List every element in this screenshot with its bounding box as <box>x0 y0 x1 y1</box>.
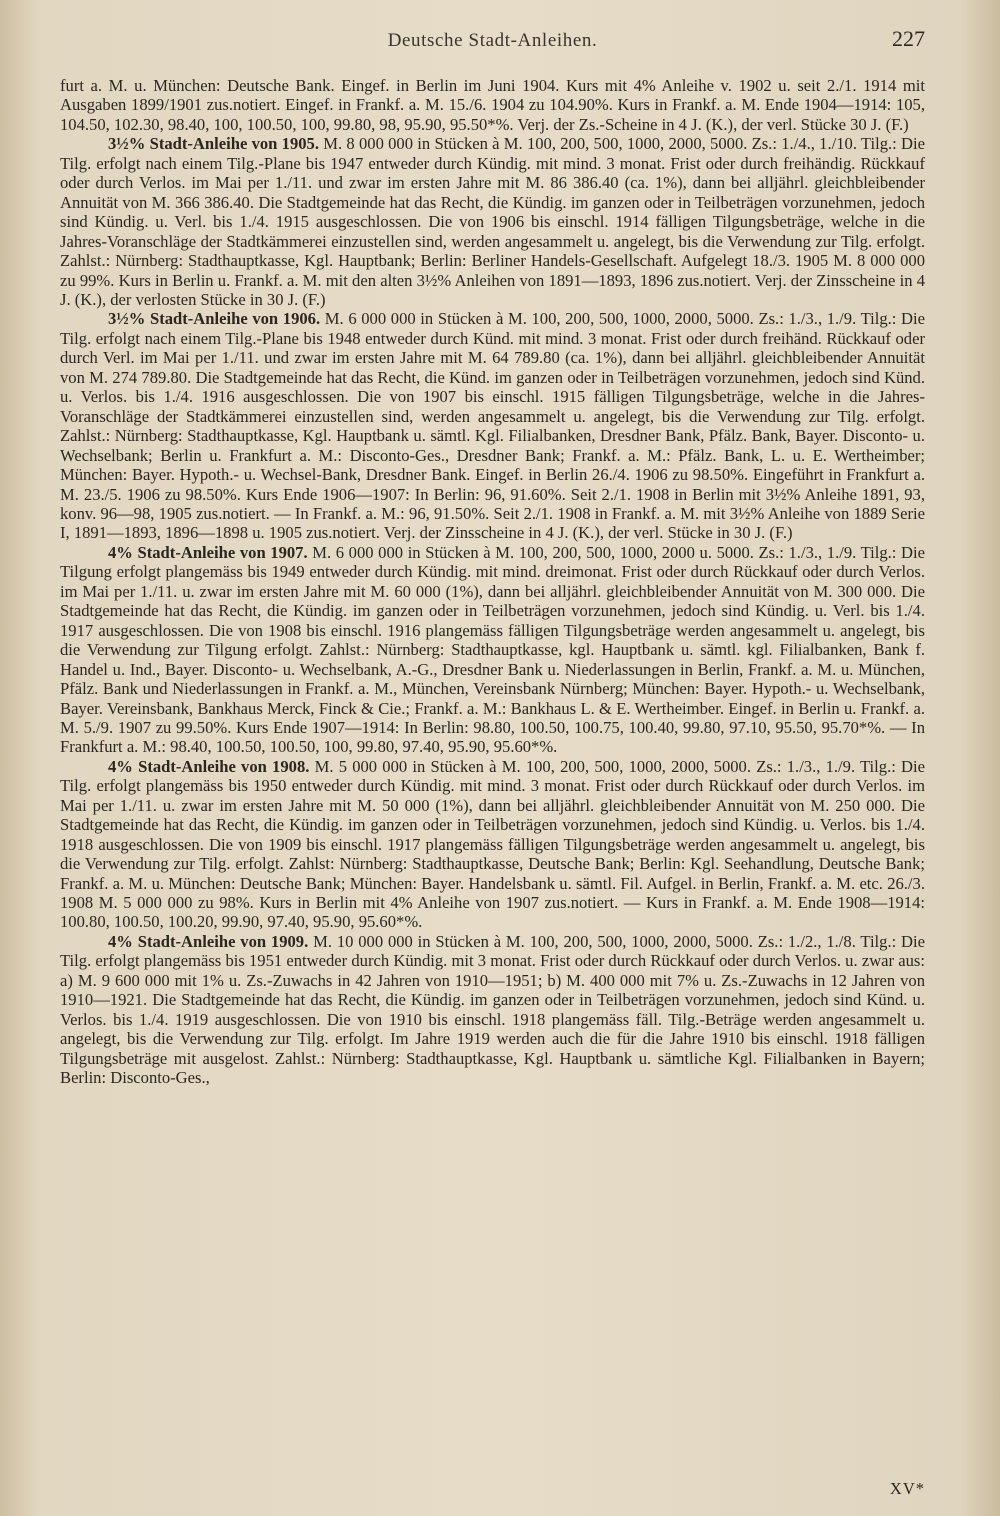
page-header <box>60 26 925 54</box>
paragraph-text: M. 8 000 000 in Stücken à M. 100, 200, 500, 1000, 2000, 5000. Zs.: 1./4., 1./10. Tilg.: Die Tilg. erfolgt nach einem Tilg.-Plane bis 1947 entweder durch Kündig. mit mind. 3 monat. Frist oder durch freihändig. Rückkauf oder durch Verlos. im Mai per 1./11. und zwar im ersten Jahre mit M. 86 386.40 (ca. 1%), dann bei alljährl. gleichbleibender Annuität von M. 366 386.40. Die Stadtgemeinde hat das Recht, die Kündig. im ganzen oder in Teilbeträgen vorzunehmen, jedoch sind Kündig. u. Verl. bis 1./4. 1915 ausgeschlossen. Die von 1906 bis einschl. 1914 fälligen Tilgungsbeträge, welche in die Jahres-Voranschläge der Stadtkämmerei einzustellen sind, werden angesammelt u. angelegt, bis die Verwendung zur Tilg. erfolgt. Zahlst.: Nürnberg: Stadthauptkasse, Kgl. Hauptbank; Berlin: Berliner Handels-Gesellschaft. Aufgelegt 18./3. 1905 M. 8 000 000 zu 99%. Kurs in Berlin u. Frankf. a. M. mit den alten 3½% Anleihen von 1891—1893, 1896 zus.notiert. Verj. der Zinsscheine in 4 J. (K.), der verlosten Stücke in 30 J. (F.) <box>60 134 925 309</box>
page-number: 227 <box>892 26 925 51</box>
paragraph-loan-1908 <box>60 757 925 932</box>
loan-title: 3½% Stadt-Anleihe von 1905. <box>108 134 319 154</box>
signature-mark: XV* <box>889 1479 925 1498</box>
paragraph-text: M. 6 000 000 in Stücken à M. 100, 200, 500, 1000, 2000, 5000. Zs.: 1./3., 1./9. Tilg.: Die Tilg. erfolgt nach einem Tilg.-Plane bis 1948 entweder durch Künd. mit mind. 3 monat. Frist oder durch freihänd. Rückkauf oder durch Verl. im Mai per 1./11. und zwar im ersten Jahre mit M. 64 789.80 (ca. 1%), dann bei alljährl. gleichbleibender Annuität von M. 274 789.80. Die Stadtgemeinde hat das Recht, die Künd. im ganzen oder in Teilbeträgen vorzunehmen, jedoch sind Künd. u. Verlos. bis 1./4. 1916 ausgeschlossen. Die von 1907 bis einschl. 1915 fälligen Tilgungsbeträge, welche in die Jahres-Voranschläge der Stadtkämmerei einzustellen sind, werden angesammelt u. angelegt, bis die Verwendung zur Tilg. erfolgt. Zahlst.: Nürnberg: Stadthauptkasse, Kgl. Hauptbank u. sämtl. Kgl. Filialbanken, Dresdner Bank, Pfälz. Bank, Bayer. Disconto- u. Wechselbank; Berlin u. Frankfurt a. M.: Disconto-Ges., Dresdner Bank; Frankf. a. M.: Pfälz. Bank, L. u. E. Wertheimber; München: Bayer. Hypoth.- u. Wechsel-Bank, Dresdner Bank. Eingef. in Berlin 26./4. 1906 zu 98.50%. Eingeführt in Frankfurt a. M. 23./5. 1906 zu 98.50%. Kurs Ende 1906—1907: In Berlin: 96, 91.60%. Seit 2./1. 1908 in Berlin mit 3½% Anleihe 1891, 93, konv. 96—98, 1905 zus.notiert. — In Frankf. a. M.: 96, 91.50%. Seit 2./1. 1908 in Frankf. a. M. mit 3½% Anleihe von 1889 Serie I, 1891—1893, 1896—1898 u. 1905 zus.notiert. Verj. der Zinsscheine in 4 J. (K.), der verl. Stücke in 30 J. (F.) <box>60 309 925 543</box>
loan-title: 4% Stadt-Anleihe von 1907. <box>108 542 308 562</box>
loan-title: 4% Stadt-Anleihe von 1909. <box>108 931 309 951</box>
paragraph-continuation <box>60 76 925 134</box>
loan-title: 3½% Stadt-Anleihe von 1906. <box>108 309 321 329</box>
paragraph-text: M. 6 000 000 in Stücken à M. 100, 200, 500, 1000, 2000 u. 5000. Zs.: 1./3., 1./9. Tilg.: Die Tilgung erfolgt plangemäss bis 1949 entweder durch Kündig. mit mind. dreimonat. Frist oder durch Rückkauf oder durch Verlos. im Mai per 1./11. u. zwar im ersten Jahre mit M. 60 000 (1%), dann bei alljährl. gleichbleibender Annuität von M. 300 000. Die Stadtgemeinde hat das Recht, die Kündig. im ganzen oder in Teilbeträgen vorzunehmen, jedoch sind Kündig. u. Verl. bis 1./4. 1917 ausgeschlossen. Die von 1908 bis einschl. 1916 plangemäss fälligen Tilgungsbeträge werden angesammelt u. angelegt, bis die Verwendung zur Tilgung erfolgt. Zahlst.: Nürnberg: Stadthauptkasse, kgl. Hauptbank u. sämtl. kgl. Filialbanken, Bank f. Handel u. Ind., Bayer. Disconto- u. Wechselbank, A.-G., Dresdner Bank u. Niederlassungen in Berlin, Frankf. a. M. u. München, Pfälz. Bank und Niederlassungen in Frankf. a. M., München, Vereinsbank Nürnberg; München: Bayer. Hypoth.- u. Wechselbank, Bayer. Vereinsbank, Bankhaus Merck, Finck & Cie.; Frankf. a. M.: Bankhaus L. & E. Wertheimber. Eingef. in Berlin u. Frankf. a. M. 5./9. 1907 zu 99.50%. Kurs Ende 1907—1914: In Berlin: 98.80, 100.50, 100.75, 100.40, 99.80, 97.10, 95.50, 95.70*%. — In Frankfurt a. M.: 98.40, 100.50, 100.50, 100, 99.80, 97.40, 95.90, 95.60*%. <box>60 542 925 757</box>
paragraph-loan-1907 <box>60 543 925 757</box>
paragraph-text: M. 10 000 000 in Stücken à M. 100, 200, 500, 1000, 2000, 5000. Zs.: 1./2., 1./8. Tilg.: Die Tilg. erfolgt plangemäss bis 1951 entweder durch Kündig. mit 3 monat. Frist oder durch Rückkauf oder durch Verlos. u. zwar aus: a) M. 9 600 000 mit 1% u. Zs.-Zuwachs in 42 Jahren von 1910—1951; b) M. 400 000 mit 7% u. Zs.-Zuwachs in 12 Jahren von 1910—1921. Die Stadtgemeinde hat das Recht, die Kündig. im ganzen oder in Teilbeträgen vorzunehmen, jedoch sind Künd. u. Verlos. bis 1./4. 1919 ausgeschlossen. Die von 1910 bis einschl. 1918 plangemäss fäll. Tilg.-Beträge werden angesammelt u. angelegt, bis die Verwendung zur Tilg. erfolgt. Im Jahre 1919 werden auch die für die Jahre 1910 bis einschl. 1918 fälligen Tilgungsbeträge mit ausgelost. Zahlst.: Nürnberg: Stadthauptkasse, Kgl. Hauptbank u. sämtliche Kgl. Filialbanken in Bayern; Berlin: Disconto-Ges., <box>60 931 926 1088</box>
loan-title: 4% Stadt-Anleihe von 1908. <box>108 756 310 776</box>
paragraph-loan-1909 <box>60 932 925 1088</box>
body-text <box>60 76 925 1088</box>
running-title: Deutsche Stadt-Anleihen. <box>387 30 598 51</box>
paragraph-loan-1906 <box>60 309 925 542</box>
paragraph-text: M. 5 000 000 in Stücken à M. 100, 200, 500, 1000, 2000, 5000. Zs.: 1./3., 1./9. Tilg.: Die Tilg. erfolgt plangemäss bis 1950 entweder durch Kündig. mit mind. 3 monat. Frist oder durch Rückkauf oder durch Verlos. im Mai per 1./11. u. zwar im ersten Jahre mit M. 50 000 (1%), dann bei alljährl. gleichbleibender Annuität von M. 250 000. Die Stadtgemeinde hat das Recht, die Kündig. im ganzen oder in Teilbeträgen vorzunehmen, jedoch sind Kündig. u. Verlos. bis 1./4. 1918 ausgeschlossen. Die von 1909 bis einschl. 1917 plangemäss fälligen Tilgungsbeträge werden angesammelt u. angelegt, bis die Verwendung zur Tilg. erfolgt. Zahlst: Nürnberg: Stadthauptkasse, Deutsche Bank; Berlin: Kgl. Seehandlung, Deutsche Bank; Frankf. a. M. u. München: Deutsche Bank; München: Bayer. Handelsbank u. sämtl. Fil. Aufgel. in Berlin, Frankf. a. M. etc. 26./3. 1908 M. 5 000 000 zu 98%. Kurs in Berlin mit 4% Anleihe von 1907 zus.notiert. — Kurs in Frankf. a. M. Ende 1908—1914: 100.80, 100.50, 100.20, 99.90, 97.40, 95.90, 95.60*%. <box>60 756 925 932</box>
paragraph-loan-1905 <box>60 134 925 309</box>
paragraph-text: furt a. M. u. München: Deutsche Bank. Eingef. in Berlin im Juni 1904. Kurs mit 4% Anleihe v. 1902 u. seit 2./1. 1914 mit Ausgaben 1899/1901 zus.notiert. Eingef. in Frankf. a. M. 15./6. 1904 zu 104.90%. Kurs in Frankf. a. M. Ende 1904—1914: 105, 104.50, 102.30, 98.40, 100, 100.50, 100, 99.80, 98, 95.90, 95.50*%. Verj. der Zs.-Scheine in 4 J. (K.), der verl. Stücke 30 J. (F.) <box>60 76 925 134</box>
